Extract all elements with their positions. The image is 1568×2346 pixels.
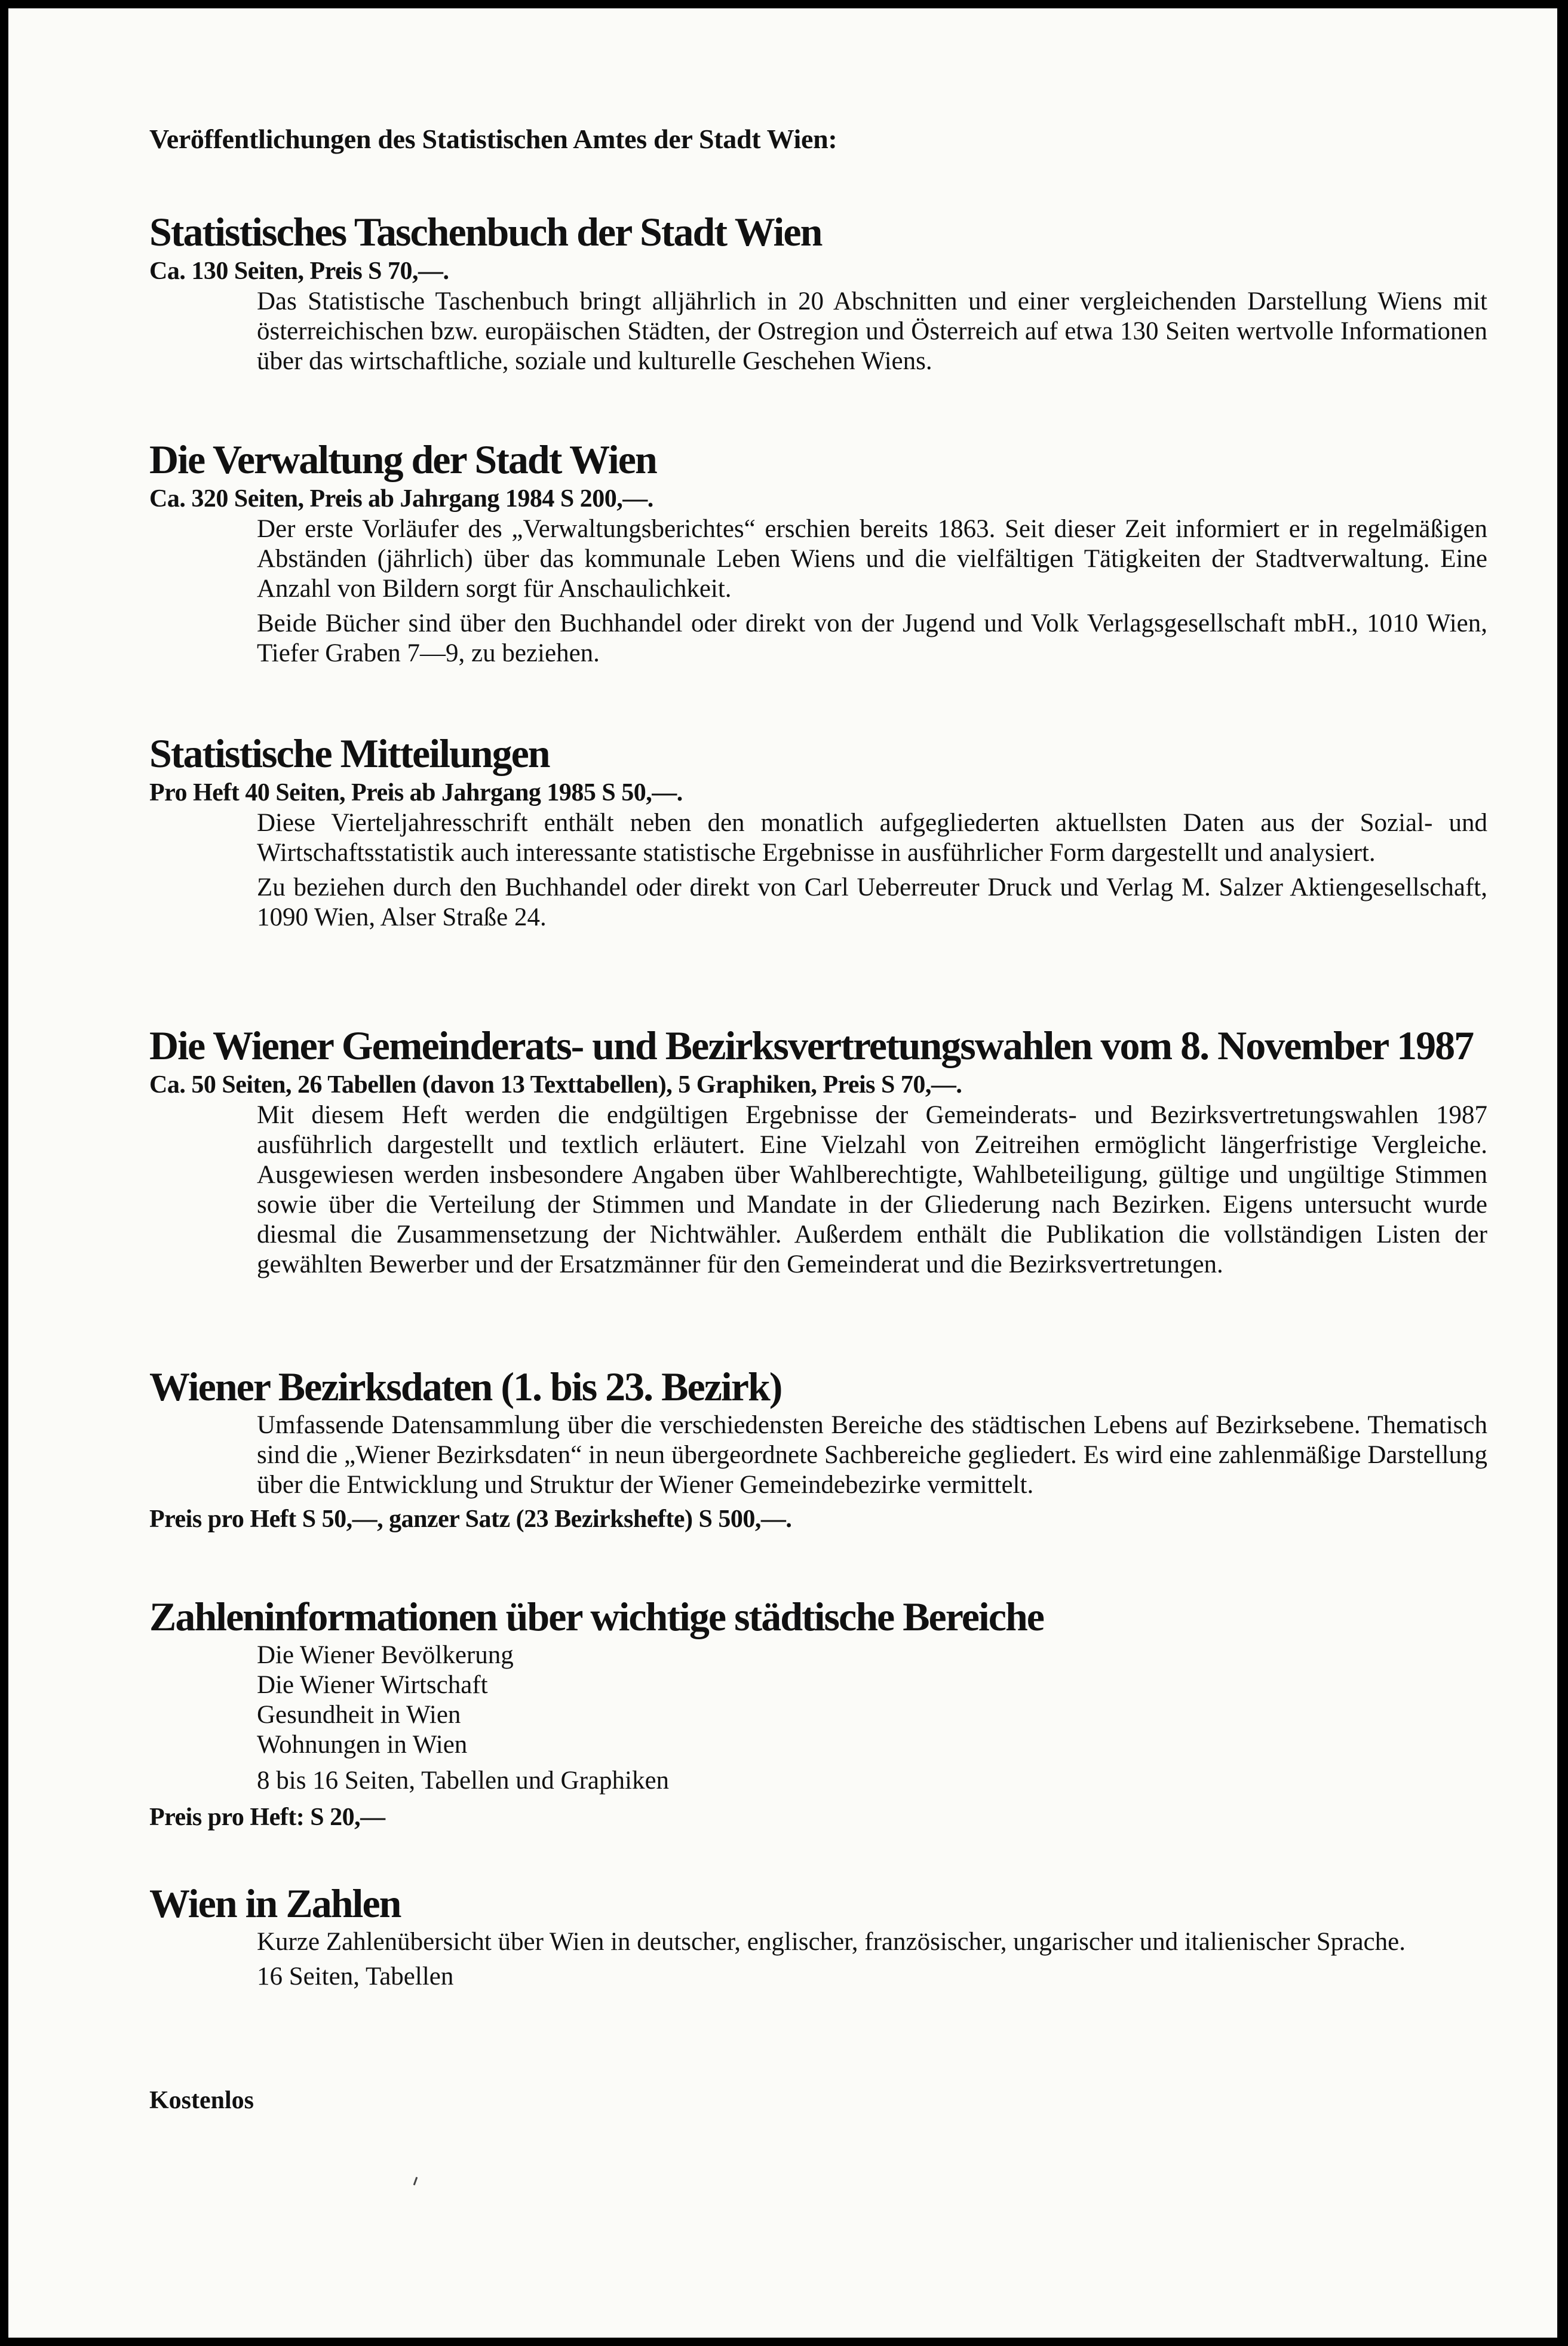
section-paragraph: Der erste Vorläufer des „Verwaltungsberichtes“ erschien bereits 1863. Seit dieser Zeit informiert er in regelmäßigen Abständen (jährlich) über das kommunale Leben Wiens und die vielfältigen Tätigkeiten der Stadtverwaltung. Eine Anzahl von Bildern sorgt für Anschaulichkeit. bbox=[257, 515, 1487, 603]
section-taschenbuch bbox=[149, 208, 1487, 376]
list-item: Gesundheit in Wien bbox=[257, 1701, 461, 1729]
section-body bbox=[257, 808, 1487, 933]
stray-mark bbox=[413, 2177, 418, 2185]
section-body bbox=[257, 1410, 1487, 1500]
section-meta: Ca. 130 Seiten, Preis S 70,—. bbox=[149, 257, 449, 285]
section-price: Preis pro Heft S 50,—, ganzer Satz (23 Bezirkshefte) S 500,—. bbox=[149, 1505, 792, 1533]
section-extent: 8 bis 16 Seiten, Tabellen und Graphiken bbox=[257, 1767, 670, 1795]
section-title: Wien in Zahlen bbox=[149, 1881, 401, 1926]
list-item: Wohnungen in Wien bbox=[257, 1731, 468, 1759]
section-title: Zahleninformationen über wichtige städtische Bereiche bbox=[149, 1594, 1044, 1639]
list-item: Die Wiener Wirtschaft bbox=[257, 1671, 488, 1699]
section-paragraph: Das Statistische Taschenbuch bringt alljährlich in 20 Abschnitten und einer vergleichenden Darstellung Wiens mit österreichischen bzw. europäischen Städten, der Ostregion und Österreich auf etwa 130 Seiten wertvolle Informationen über das wirtschaftliche, soziale und kulturelle Geschehen Wiens. bbox=[257, 287, 1487, 375]
section-body bbox=[257, 287, 1487, 376]
section-body bbox=[257, 1927, 1487, 1992]
section-paragraph: Zu beziehen durch den Buchhandel oder direkt von Carl Ueberreuter Druck und Verlag M. Salzer Aktiengesellschaft, 1090 Wien, Alser Straße 24. bbox=[257, 873, 1487, 931]
section-mitteilungen bbox=[149, 729, 1487, 933]
section-wahlen bbox=[149, 1022, 1487, 1280]
section-title: Die Wiener Gemeinderats- und Bezirksvertretungswahlen vom 8. November 1987 bbox=[149, 1023, 1474, 1068]
section-meta: Ca. 50 Seiten, 26 Tabellen (davon 13 Texttabellen), 5 Graphiken, Preis S 70,—. bbox=[149, 1071, 962, 1099]
section-verwaltung bbox=[149, 436, 1487, 668]
section-zahleninformationen bbox=[149, 1593, 1487, 1833]
section-title: Die Verwaltung der Stadt Wien bbox=[149, 437, 656, 482]
section-title: Wiener Bezirksdaten (1. bis 23. Bezirk) bbox=[149, 1364, 782, 1409]
page-header: Veröffentlichungen des Statistischen Amtes der Stadt Wien: bbox=[149, 124, 837, 154]
section-price: Preis pro Heft: S 20,— bbox=[149, 1804, 385, 1831]
section-paragraph: Diese Vierteljahresschrift enthält neben den monatlich aufgegliederten aktuellsten Daten aus der Sozial- und Wirtschaftsstatistik auch interessante statistische Ergebnisse in ausführlicher Form dargestellt und analysiert. bbox=[257, 809, 1487, 867]
section-paragraph: Kurze Zahlenübersicht über Wien in deutscher, englischer, französischer, ungarischer und italienischer Sprache. bbox=[257, 1928, 1406, 1956]
section-bezirksdaten bbox=[149, 1363, 1487, 1535]
section-body bbox=[257, 1100, 1487, 1280]
section-wien-in-zahlen bbox=[149, 1879, 1487, 1992]
section-title: Statistisches Taschenbuch der Stadt Wien bbox=[149, 209, 822, 254]
section-paragraph: Umfassende Datensammlung über die verschiedensten Bereiche des städtischen Lebens auf Bezirksebene. Thematisch sind die „Wiener Bezirksdaten“ in neun übergeordnete Sachbereiche gegliedert. Es wird eine zahlenmäßige Darstellung über die Entwicklung und Struktur der Wiener Gemeindebezirke vermittelt. bbox=[257, 1411, 1487, 1499]
section-meta: Ca. 320 Seiten, Preis ab Jahrgang 1984 S 200,—. bbox=[149, 485, 653, 513]
list-item: Die Wiener Bevölkerung bbox=[257, 1641, 514, 1669]
topic-list bbox=[257, 1640, 1487, 1796]
section-extent: 16 Seiten, Tabellen bbox=[257, 1962, 454, 1991]
section-paragraph: Beide Bücher sind über den Buchhandel oder direkt von der Jugend und Volk Verlagsgesellschaft mbH., 1010 Wien, Tiefer Graben 7—9, zu beziehen. bbox=[257, 609, 1487, 667]
section-title: Statistische Mitteilungen bbox=[149, 731, 550, 776]
section-paragraph: Mit diesem Heft werden die endgültigen Ergebnisse der Gemeinderats- und Bezirksvertretungswahlen 1987 ausführlich dargestellt und textlich erläutert. Eine Vielzahl von Zeitreihen ermöglicht längerfristige Vergleiche. Ausgewiesen werden insbesondere Angaben über Wahlberechtigte, Wahlbeteiligung, gültige und ungültige Stimmen sowie über die Verteilung der Stimmen und Mandate in der Gliederung nach Bezirken. Eigens untersucht wurde diesmal die Zusammensetzung der Nichtwähler. Außerdem enthält die Publikation die vollständigen Listen der gewählten Bewerber und der Ersatzmänner für den Gemeinderat und die Bezirksvertretungen. bbox=[257, 1101, 1487, 1278]
page bbox=[8, 8, 1557, 2338]
price-note: Kostenlos bbox=[149, 2087, 254, 2114]
section-body bbox=[257, 514, 1487, 668]
section-meta: Pro Heft 40 Seiten, Preis ab Jahrgang 1985 S 50,—. bbox=[149, 779, 683, 806]
